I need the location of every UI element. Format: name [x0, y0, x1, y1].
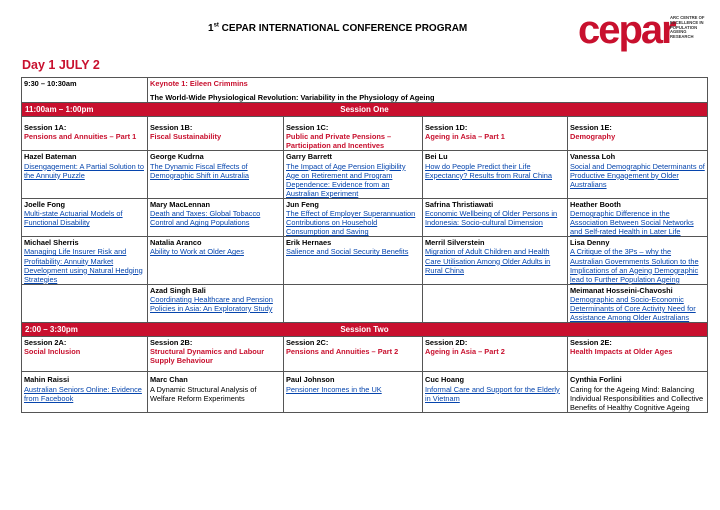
presentation-cell: Erik Hernaes Salience and Social Security Benefits: [284, 237, 423, 284]
session-one-row-3: [22, 237, 708, 284]
session-one-bar: [22, 103, 708, 117]
session-2b-header: Session 2B: Structural Dynamics and Labour Supply Behaviour: [148, 337, 284, 372]
presentation-cell: Michael Sherris Managing Life Insurer Risk and Profitability: Annuity Market Development using Natural Hedging Strategies: [22, 237, 148, 284]
session-2e-header: Session 2E: Health Impacts at Older Ages: [568, 337, 708, 372]
presentation-cell: Mahin Raissi Australian Seniors Online: Evidence from Facebook: [22, 372, 148, 412]
session-1d-header: Session 1D: Ageing in Asia – Part 1: [423, 117, 568, 151]
session-one-row-1: [22, 151, 708, 198]
presentation-cell: Joelle Fong Multi-state Actuarial Models of Functional Disability: [22, 198, 148, 236]
paper-link[interactable]: Disengagement: A Partial Solution to the Annuity Puzzle: [24, 161, 144, 180]
session-two-label: Session Two: [340, 325, 389, 335]
empty-cell: [423, 284, 568, 322]
presentation-cell: Azad Singh Bali Coordinating Healthcare and Pension Policies in Asia: An Exploratory Study: [148, 284, 284, 322]
session-one-row-4: [22, 284, 708, 322]
session-2d-header: Session 2D: Ageing in Asia – Part 2: [423, 337, 568, 372]
paper-link[interactable]: Pensioner Incomes in the UK: [286, 384, 382, 394]
session-1c-header: Session 1C: Public and Private Pensions – Participation and Incentives: [284, 117, 423, 151]
paper-link[interactable]: Death and Taxes: Global Tobacco Control and Aging Populations: [150, 209, 261, 228]
session-two-bar: [22, 323, 708, 337]
session-1e-header: Session 1E: Demography: [568, 117, 708, 151]
paper-link[interactable]: The Impact of Age Pension Eligibility Age on Retirement and Program Dependence: Evidence from an Australian Experiment: [286, 161, 406, 198]
paper-link[interactable]: A Critique of the 3Ps – why the Australian Governments Solution to the Implications of an Ageing Demographic lead to Further Population Ageing: [570, 247, 699, 284]
logo-subtitle: ARC CENTRE OF EXCELLENCE IN POPULATION AGEING RESEARCH: [670, 15, 705, 40]
paper-link[interactable]: Australian Seniors Online: Evidence from Facebook: [24, 384, 142, 403]
logo-wordmark: cepar: [578, 8, 675, 52]
keynote-details: [148, 78, 708, 103]
session-one-label: Session One: [340, 105, 389, 115]
presentation-cell: Vanessa Loh Social and Demographic Determinants of Productive Engagement by Older Australians: [568, 151, 708, 198]
page-header: [0, 0, 720, 60]
paper-link[interactable]: Managing Life Insurer Risk and Profitability: Annuity Market Development using Natural Hedging Strategies: [24, 247, 143, 284]
paper-title: A Dynamic Structural Analysis of Welfare Reform Experiments: [150, 384, 257, 403]
session-one-row-2: [22, 198, 708, 236]
session-two-headers: [22, 337, 708, 372]
presentation-cell: Lisa Denny A Critique of the 3Ps – why the Australian Governments Solution to the Implications of an Ageing Demographic lead to Further Population Ageing: [568, 237, 708, 284]
paper-link[interactable]: Coordinating Healthcare and Pension Policies in Asia: An Exploratory Study: [150, 294, 273, 313]
presentation-cell: Jun Feng The Effect of Employer Superannuation Contributions on Household Consumption and Saving: [284, 198, 423, 236]
paper-link[interactable]: Multi-state Actuarial Models of Functional Disability: [24, 209, 123, 228]
cepar-logo: [578, 8, 718, 54]
presentation-cell: Heather Booth Demographic Difference in the Association Between Social Networks and Self-rated Health in Later Life: [568, 198, 708, 236]
keynote-title: The World-Wide Physiological Revolution: Variability in the Physiology of Ageing: [150, 93, 435, 103]
keynote-row: [22, 78, 708, 103]
presentation-cell: Garry Barrett The Impact of Age Pension Eligibility Age on Retirement and Program Dependence: Evidence from an Australian Experiment: [284, 151, 423, 198]
paper-link[interactable]: Demographic Difference in the Association Between Social Networks and Self-rated Health in Later Life: [570, 209, 694, 237]
presentation-cell: Marc Chan A Dynamic Structural Analysis of Welfare Reform Experiments: [148, 372, 284, 412]
keynote-time: 9:30 – 10:30am: [22, 78, 148, 103]
paper-title: Caring for the Ageing Mind: Balancing Individual Responsibilities and Collective Benefits of Healthy Cognitive Ageing: [570, 384, 704, 412]
presentation-cell: Paul Johnson Pensioner Incomes in the UK: [284, 372, 423, 412]
empty-cell: [22, 284, 148, 322]
presentation-cell: Hazel Bateman Disengagement: A Partial Solution to the Annuity Puzzle: [22, 151, 148, 198]
paper-link[interactable]: Migration of Adult Children and Health Care Utilisation Among Older Adults in Rural China: [425, 247, 551, 275]
paper-link[interactable]: Social and Demographic Determinants of Productive Engagement by Older Australians: [570, 161, 705, 189]
paper-link[interactable]: Demographic and Socio-Economic Determinants of Core Activity Need for Assistance Among Older Australians: [570, 294, 696, 323]
program-table: [21, 77, 708, 413]
paper-link[interactable]: Economic Wellbeing of Older Persons in Indonesia: Socio-cultural Dimension: [425, 209, 558, 228]
session-two-row-1: [22, 372, 708, 412]
session-one-time: 11:00am – 1:00pm: [25, 105, 94, 115]
presentation-cell: Natalia Aranco Ability to Work at Older Ages: [148, 237, 284, 284]
empty-cell: [284, 284, 423, 322]
presentation-cell: Cuc Hoang Informal Care and Support for the Elderly in Vietnam: [423, 372, 568, 412]
paper-link[interactable]: Salience and Social Security Benefits: [286, 247, 409, 257]
session-2a-header: Session 2A: Social Inclusion: [22, 337, 148, 372]
presentation-cell: Bei Lu How do People Predict their Life Expectancy? Results from Rural China: [423, 151, 568, 198]
presentation-cell: Cynthia Forlini Caring for the Ageing Mind: Balancing Individual Responsibilities and Collective Benefits of Healthy Cognitive Ageing: [568, 372, 708, 412]
presentation-cell: Safrina Thristiawati Economic Wellbeing of Older Persons in Indonesia: Socio-cultural Dimension: [423, 198, 568, 236]
paper-link[interactable]: The Effect of Employer Superannuation Contributions on Household Consumption and Saving: [286, 209, 416, 237]
presentation-cell: Merril Silverstein Migration of Adult Children and Health Care Utilisation Among Older Adults in Rural China: [423, 237, 568, 284]
session-two-time: 2:00 – 3:30pm: [25, 325, 78, 335]
session-1a-header: Session 1A: Pensions and Annuities – Part 1: [22, 117, 148, 151]
conference-title: 1st CEPAR INTERNATIONAL CONFERENCE PROGRAM: [208, 22, 468, 34]
paper-link[interactable]: Ability to Work at Older Ages: [150, 247, 244, 257]
session-1b-header: Session 1B: Fiscal Sustainability: [148, 117, 284, 151]
paper-link[interactable]: How do People Predict their Life Expectancy? Results from Rural China: [425, 161, 552, 180]
paper-link[interactable]: Informal Care and Support for the Elderly in Vietnam: [425, 384, 560, 403]
keynote-speaker: Keynote 1: Eileen Crimmins: [150, 79, 248, 88]
presentation-cell: Meimanat Hosseini-Chavoshi Demographic and Socio-Economic Determinants of Core Activity Need for Assistance Among Older Australians: [568, 284, 708, 322]
session-one-headers: [22, 117, 708, 151]
paper-link[interactable]: The Dynamic Fiscal Effects of Demographic Shift in Australia: [150, 161, 250, 180]
presentation-cell: George Kudrna The Dynamic Fiscal Effects of Demographic Shift in Australia: [148, 151, 284, 198]
presentation-cell: Mary MacLennan Death and Taxes: Global Tobacco Control and Aging Populations: [148, 198, 284, 236]
session-2c-header: Session 2C: Pensions and Annuities – Part 2: [284, 337, 423, 372]
day-title: Day 1 JULY 2: [22, 58, 100, 72]
